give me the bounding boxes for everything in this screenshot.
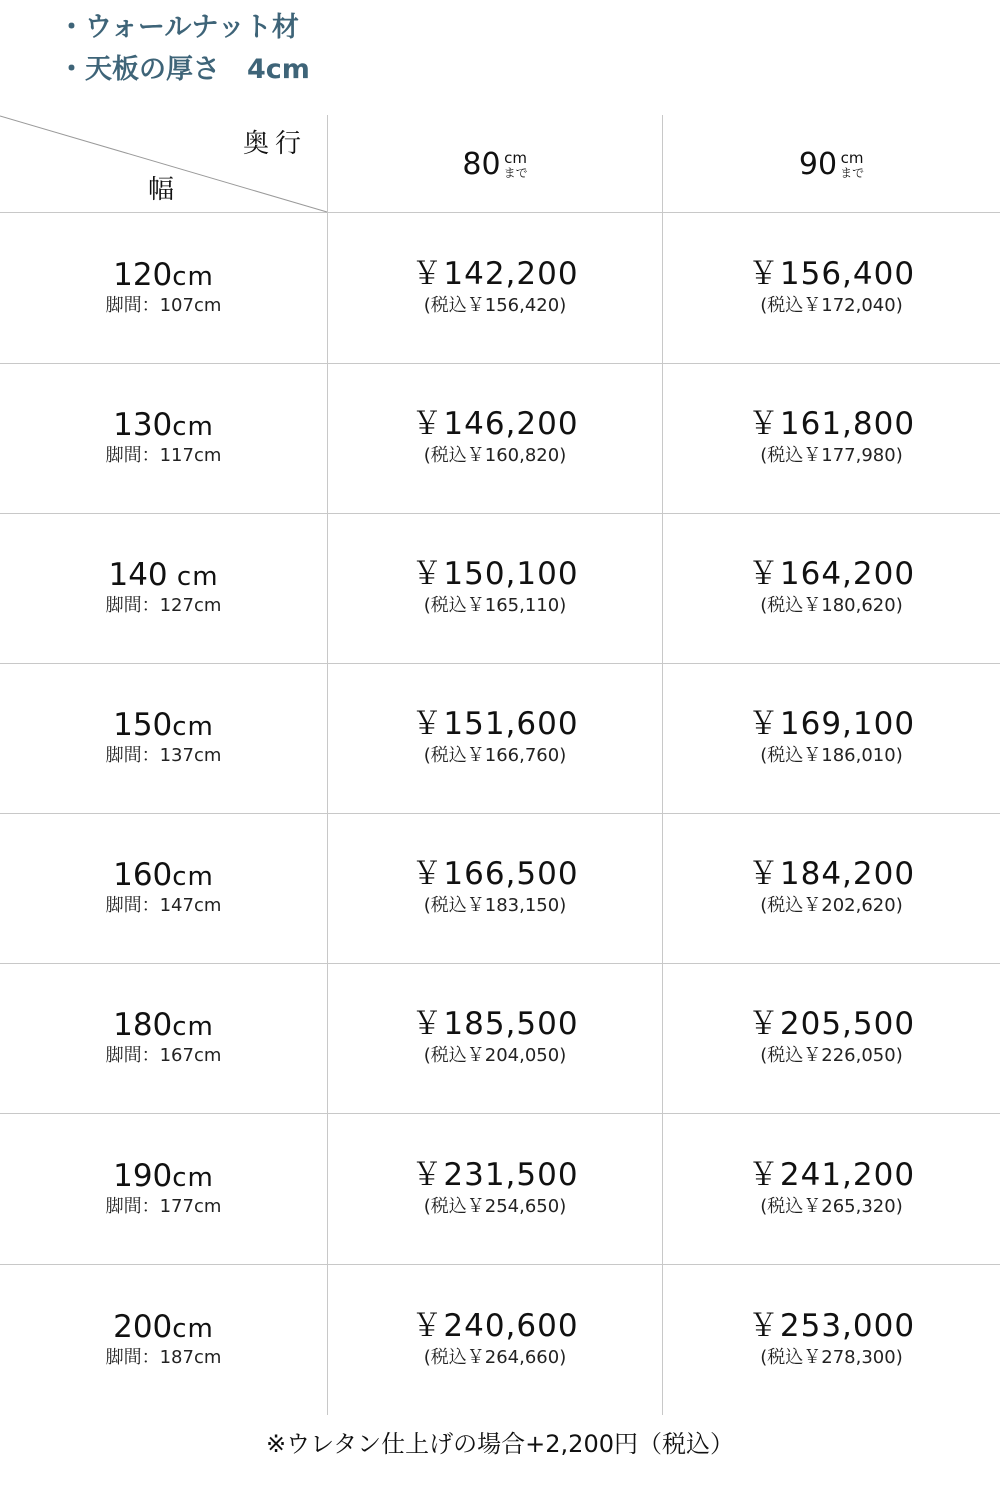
column-header-unit: cm: [504, 149, 528, 167]
table-row: [0, 813, 1000, 963]
price-cell-90: [663, 663, 1000, 813]
width-size: 190cm: [113, 1157, 214, 1194]
column-header-unit-note: まで: [503, 166, 528, 180]
price-cell-80: [328, 363, 662, 513]
price: ￥169,100: [747, 706, 916, 742]
column-header-value: 90: [798, 147, 838, 182]
table-row: [0, 1114, 1000, 1264]
column-header-90: [663, 145, 1000, 185]
table-row: [0, 963, 1000, 1113]
size-cell: [0, 663, 327, 813]
price-tax-included: (税込￥160,820): [423, 445, 567, 466]
price-tax-included: (税込￥166,760): [423, 745, 567, 766]
price: ￥185,500: [411, 1006, 579, 1042]
price: ￥184,200: [747, 856, 916, 892]
price: ￥146,200: [411, 406, 579, 442]
leg-gap: 脚間：167cm: [105, 1044, 222, 1066]
width-size: 200cm: [113, 1308, 214, 1345]
price-cell-80: [328, 1265, 662, 1415]
price-cell-80: [328, 813, 662, 963]
price-cell-90: [663, 1265, 1000, 1415]
price-tax-included: (税込￥278,300): [760, 1347, 903, 1368]
depth-header-label: 奥行: [243, 129, 308, 159]
table-row: [0, 663, 1000, 813]
size-cell: [0, 1265, 327, 1415]
leg-gap: 脚間：107cm: [105, 294, 222, 316]
spec-thickness: ・天板の厚さ 4cm: [58, 54, 310, 85]
column-header-value: 80: [462, 147, 501, 182]
price-tax-included: (税込￥172,040): [760, 295, 903, 316]
price-tax-included: (税込￥264,660): [423, 1347, 567, 1368]
spec-material: ・ウォールナット材: [58, 12, 299, 43]
size-cell: [0, 813, 327, 963]
width-size: 140 cm: [108, 556, 219, 593]
urethane-finish-note: ※ウレタン仕上げの場合+2,200円（税込）: [266, 1430, 734, 1458]
price-tax-included: (税込￥165,110): [423, 595, 567, 616]
price-cell-90: [663, 963, 1000, 1113]
leg-gap: 脚間：127cm: [105, 594, 222, 616]
price: ￥166,500: [411, 856, 579, 892]
price-cell-80: [328, 963, 662, 1113]
leg-gap: 脚間：117cm: [105, 444, 222, 466]
size-cell: [0, 1114, 327, 1264]
price-cell-90: [663, 363, 1000, 513]
price: ￥142,200: [411, 256, 579, 292]
price-tax-included: (税込￥180,620): [760, 595, 903, 616]
price-cell-80: [328, 213, 662, 363]
leg-gap: 脚間：177cm: [105, 1195, 222, 1217]
table-row: [0, 363, 1000, 513]
table-row: [0, 513, 1000, 663]
column-header-unit: cm: [840, 149, 864, 167]
price: ￥164,200: [747, 556, 916, 592]
size-cell: [0, 363, 327, 513]
width-size: 120cm: [113, 256, 214, 293]
price: ￥240,600: [411, 1308, 579, 1344]
price-tax-included: (税込￥177,980): [760, 445, 903, 466]
price: ￥241,200: [747, 1157, 916, 1193]
price-tax-included: (税込￥186,010): [760, 745, 903, 766]
column-header-80: [328, 145, 662, 185]
width-size: 160cm: [113, 856, 214, 893]
price-tax-included: (税込￥204,050): [423, 1045, 567, 1066]
column-header-unit-note: まで: [840, 166, 865, 180]
price-tax-included: (税込￥226,050): [760, 1045, 903, 1066]
price-tax-included: (税込￥202,620): [760, 895, 903, 916]
leg-gap: 脚間：147cm: [105, 894, 222, 916]
price-cell-90: [663, 213, 1000, 363]
price: ￥151,600: [411, 706, 579, 742]
width-size: 130cm: [113, 406, 214, 443]
price-tax-included: (税込￥156,420): [423, 295, 567, 316]
price: ￥156,400: [747, 256, 916, 292]
price-cell-80: [328, 1114, 662, 1264]
size-cell: [0, 513, 327, 663]
leg-gap: 脚間：187cm: [105, 1346, 222, 1368]
price: ￥231,500: [411, 1157, 579, 1193]
width-size: 150cm: [113, 706, 214, 743]
table-row: [0, 1265, 1000, 1415]
price-cell-90: [663, 1114, 1000, 1264]
price: ￥161,800: [747, 406, 916, 442]
price: ￥253,000: [747, 1308, 916, 1344]
leg-gap: 脚間：137cm: [105, 744, 222, 766]
price-cell-80: [328, 513, 662, 663]
price-table: [0, 115, 1000, 1415]
price: ￥205,500: [747, 1006, 916, 1042]
size-cell: [0, 963, 327, 1113]
price-tax-included: (税込￥254,650): [423, 1196, 567, 1217]
width-header-label: 幅: [148, 175, 175, 205]
price-tax-included: (税込￥183,150): [423, 895, 567, 916]
price-cell-80: [328, 663, 662, 813]
size-cell: [0, 213, 327, 363]
price: ￥150,100: [411, 556, 579, 592]
price-cell-90: [663, 813, 1000, 963]
price-tax-included: (税込￥265,320): [760, 1196, 903, 1217]
width-size: 180cm: [113, 1006, 214, 1043]
table-row: [0, 213, 1000, 363]
price-cell-90: [663, 513, 1000, 663]
